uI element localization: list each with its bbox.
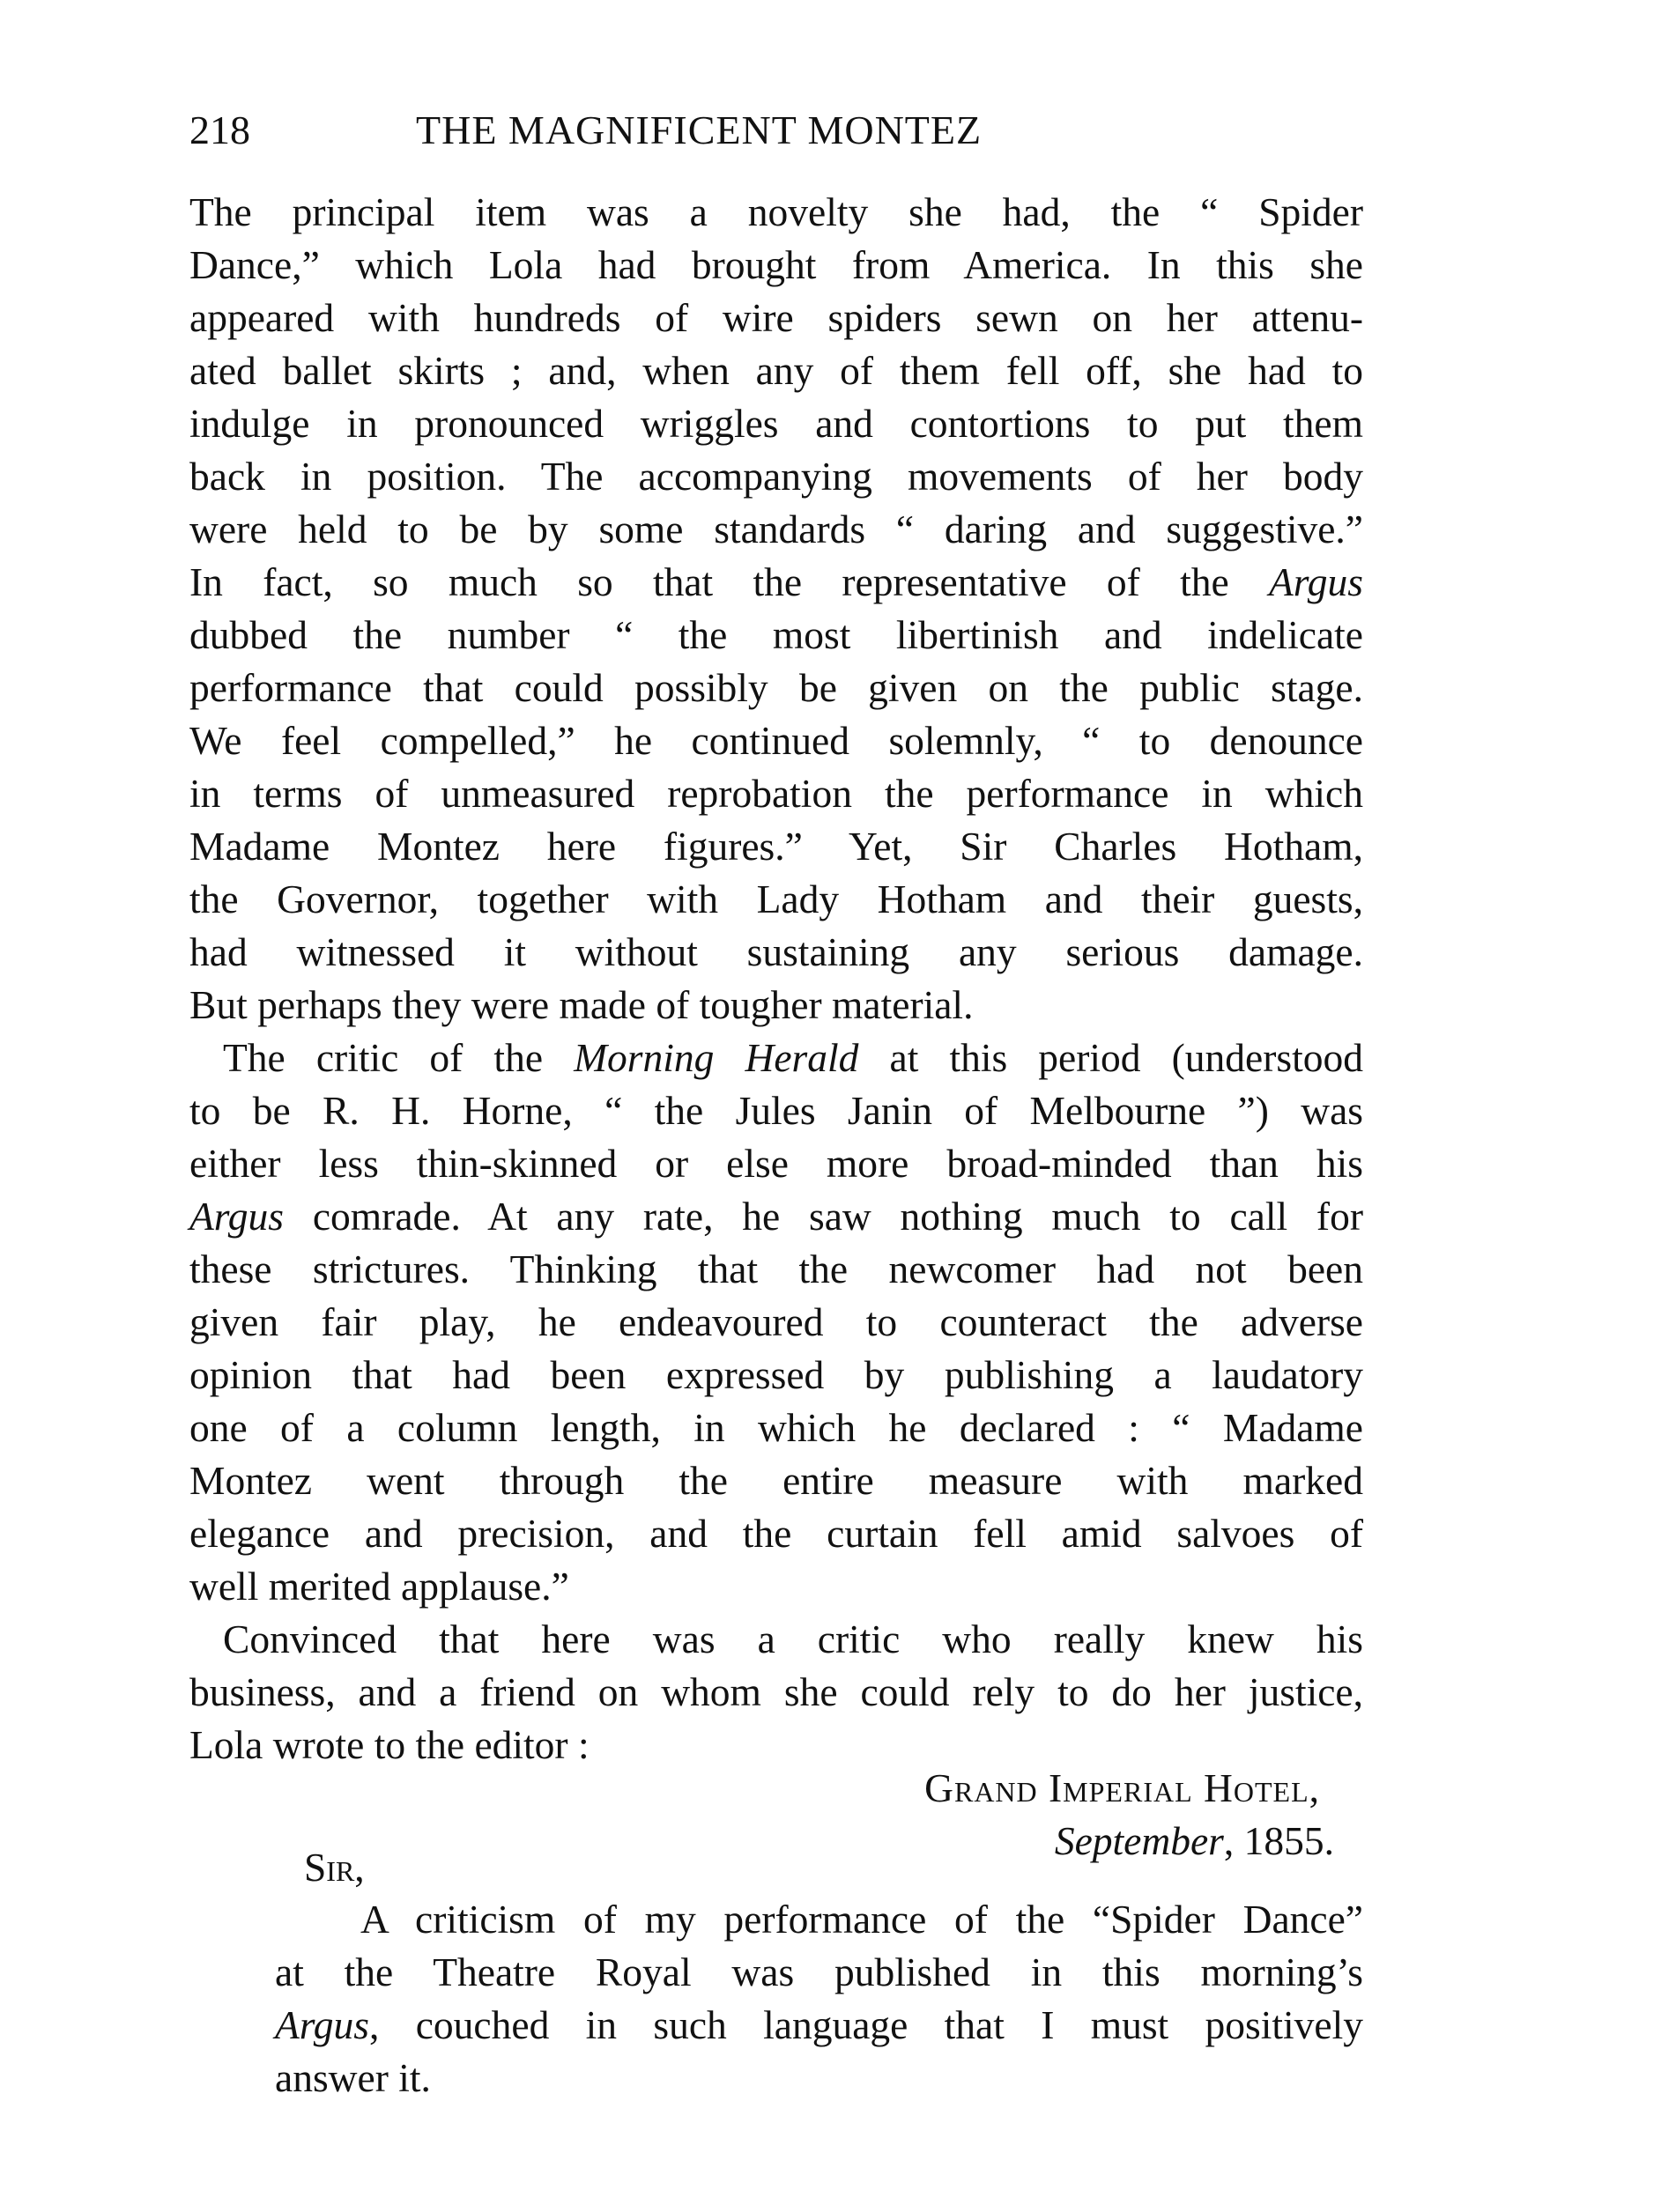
text-span: Dance,” which Lola had brought from America. In this she <box>189 242 1363 287</box>
text-line <box>189 1084 1363 1137</box>
letter-address: Grand Imperial Hotel, <box>924 1765 1320 1810</box>
text-line <box>189 1507 1363 1560</box>
letter-date <box>1055 1815 1334 1868</box>
italic-text: Morning Herald <box>574 1035 859 1080</box>
letter-body <box>275 1893 1363 2105</box>
letter-date-year: , 1855. <box>1223 1818 1334 1863</box>
text-span: well merited applause.” <box>189 1564 569 1609</box>
text-span: ated ballet skirts ; and, when any of them fell off, she had to <box>189 348 1363 393</box>
text-line <box>189 1613 1363 1666</box>
text-span: at this period (understood <box>858 1035 1363 1080</box>
text-span: comrade. At any rate, he saw nothing much to call for <box>284 1194 1363 1239</box>
text-line <box>189 239 1363 292</box>
text-line <box>189 344 1363 397</box>
text-line <box>189 556 1363 609</box>
text-line <box>189 662 1363 714</box>
letter-date-month: September <box>1054 1818 1224 1863</box>
running-title: THE MAGNIFICENT MONTEZ <box>416 107 983 152</box>
text-line <box>189 1454 1363 1507</box>
text-span: Convinced that here was a critic who really knew his <box>223 1616 1363 1661</box>
text-span: appeared with hundreds of wire spiders sewn on her attenu- <box>189 295 1363 340</box>
text-line <box>275 1946 1363 1999</box>
text-span: these strictures. Thinking that the newcomer had not been <box>189 1247 1363 1291</box>
text-span: either less thin-skinned or else more broad-minded than his <box>189 1141 1363 1186</box>
text-span: A criticism of my performance of the “Spider Dance” <box>360 1897 1363 1942</box>
text-span: business, and a friend on whom she could rely to do her justice, <box>189 1669 1363 1714</box>
text-line <box>189 186 1363 239</box>
text-span: The principal item was a novelty she had, the “ Spider <box>189 189 1363 234</box>
letter-salutation: Sir, <box>304 1845 365 1890</box>
text-line <box>189 450 1363 503</box>
text-span: Montez went through the entire measure with marked <box>189 1458 1363 1503</box>
italic-text: Argus <box>275 2002 370 2047</box>
text-line <box>189 292 1363 344</box>
text-span: dubbed the number “ the most libertinish and indelicate <box>189 612 1363 657</box>
text-line <box>189 1560 1363 1613</box>
page-number: 218 <box>189 107 250 152</box>
text-line <box>189 714 1363 767</box>
text-span: The critic of the <box>223 1035 575 1080</box>
text-span: elegance and precision, and the curtain fell amid salvoes of <box>189 1511 1363 1556</box>
text-span: performance that could possibly be given on the public stage. <box>189 665 1363 710</box>
text-line <box>189 1243 1363 1296</box>
text-span: one of a column length, in which he declared : “ Madame <box>189 1405 1363 1450</box>
text-span: answer it. <box>275 2055 431 2100</box>
text-line <box>189 397 1363 450</box>
text-line <box>189 873 1363 926</box>
text-line <box>189 1402 1363 1454</box>
text-span: had witnessed it without sustaining any serious damage. <box>189 929 1363 974</box>
text-line <box>189 1032 1363 1084</box>
text-span: But perhaps they were made of tougher material. <box>189 982 974 1027</box>
text-span: at the Theatre Royal was published in this morning’s <box>275 1949 1363 1994</box>
text-line <box>189 1349 1363 1402</box>
text-line <box>275 1893 1363 1946</box>
text-span: We feel compelled,” he continued solemnly, “ to denounce <box>189 718 1363 763</box>
text-line <box>189 609 1363 662</box>
text-span: Lola wrote to the editor : <box>189 1722 590 1767</box>
body-text <box>189 186 1363 1772</box>
text-span: given fair play, he endeavoured to counteract the adverse <box>189 1299 1363 1344</box>
text-line <box>189 979 1363 1032</box>
text-line <box>189 1296 1363 1349</box>
text-span: opinion that had been expressed by publishing a laudatory <box>189 1352 1363 1397</box>
text-span: , couched in such language that I must positively <box>369 2002 1363 2047</box>
text-span: indulge in pronounced wriggles and contortions to put them <box>189 401 1363 446</box>
text-span: were held to be by some standards “ daring and suggestive.” <box>189 507 1363 551</box>
text-line <box>189 820 1363 873</box>
text-span: to be R. H. Horne, “ the Jules Janin of Melbourne ”) was <box>189 1088 1363 1133</box>
italic-text: Argus <box>189 1194 285 1239</box>
text-line <box>189 926 1363 979</box>
text-line <box>189 1137 1363 1190</box>
text-line <box>189 767 1363 820</box>
text-line <box>189 503 1363 556</box>
text-line <box>189 1190 1363 1243</box>
text-span: Madame Montez here figures.” Yet, Sir Charles Hotham, <box>189 824 1363 869</box>
text-line <box>189 1666 1363 1719</box>
italic-text: Argus <box>1268 559 1363 604</box>
text-line <box>275 1999 1363 2052</box>
text-span: the Governor, together with Lady Hotham and their guests, <box>189 877 1363 921</box>
text-span: in terms of unmeasured reprobation the performance in which <box>189 771 1363 816</box>
text-span: back in position. The accompanying movements of her body <box>189 454 1363 499</box>
text-span: In fact, so much so that the representative of the <box>189 559 1269 604</box>
text-line <box>275 2052 1363 2105</box>
